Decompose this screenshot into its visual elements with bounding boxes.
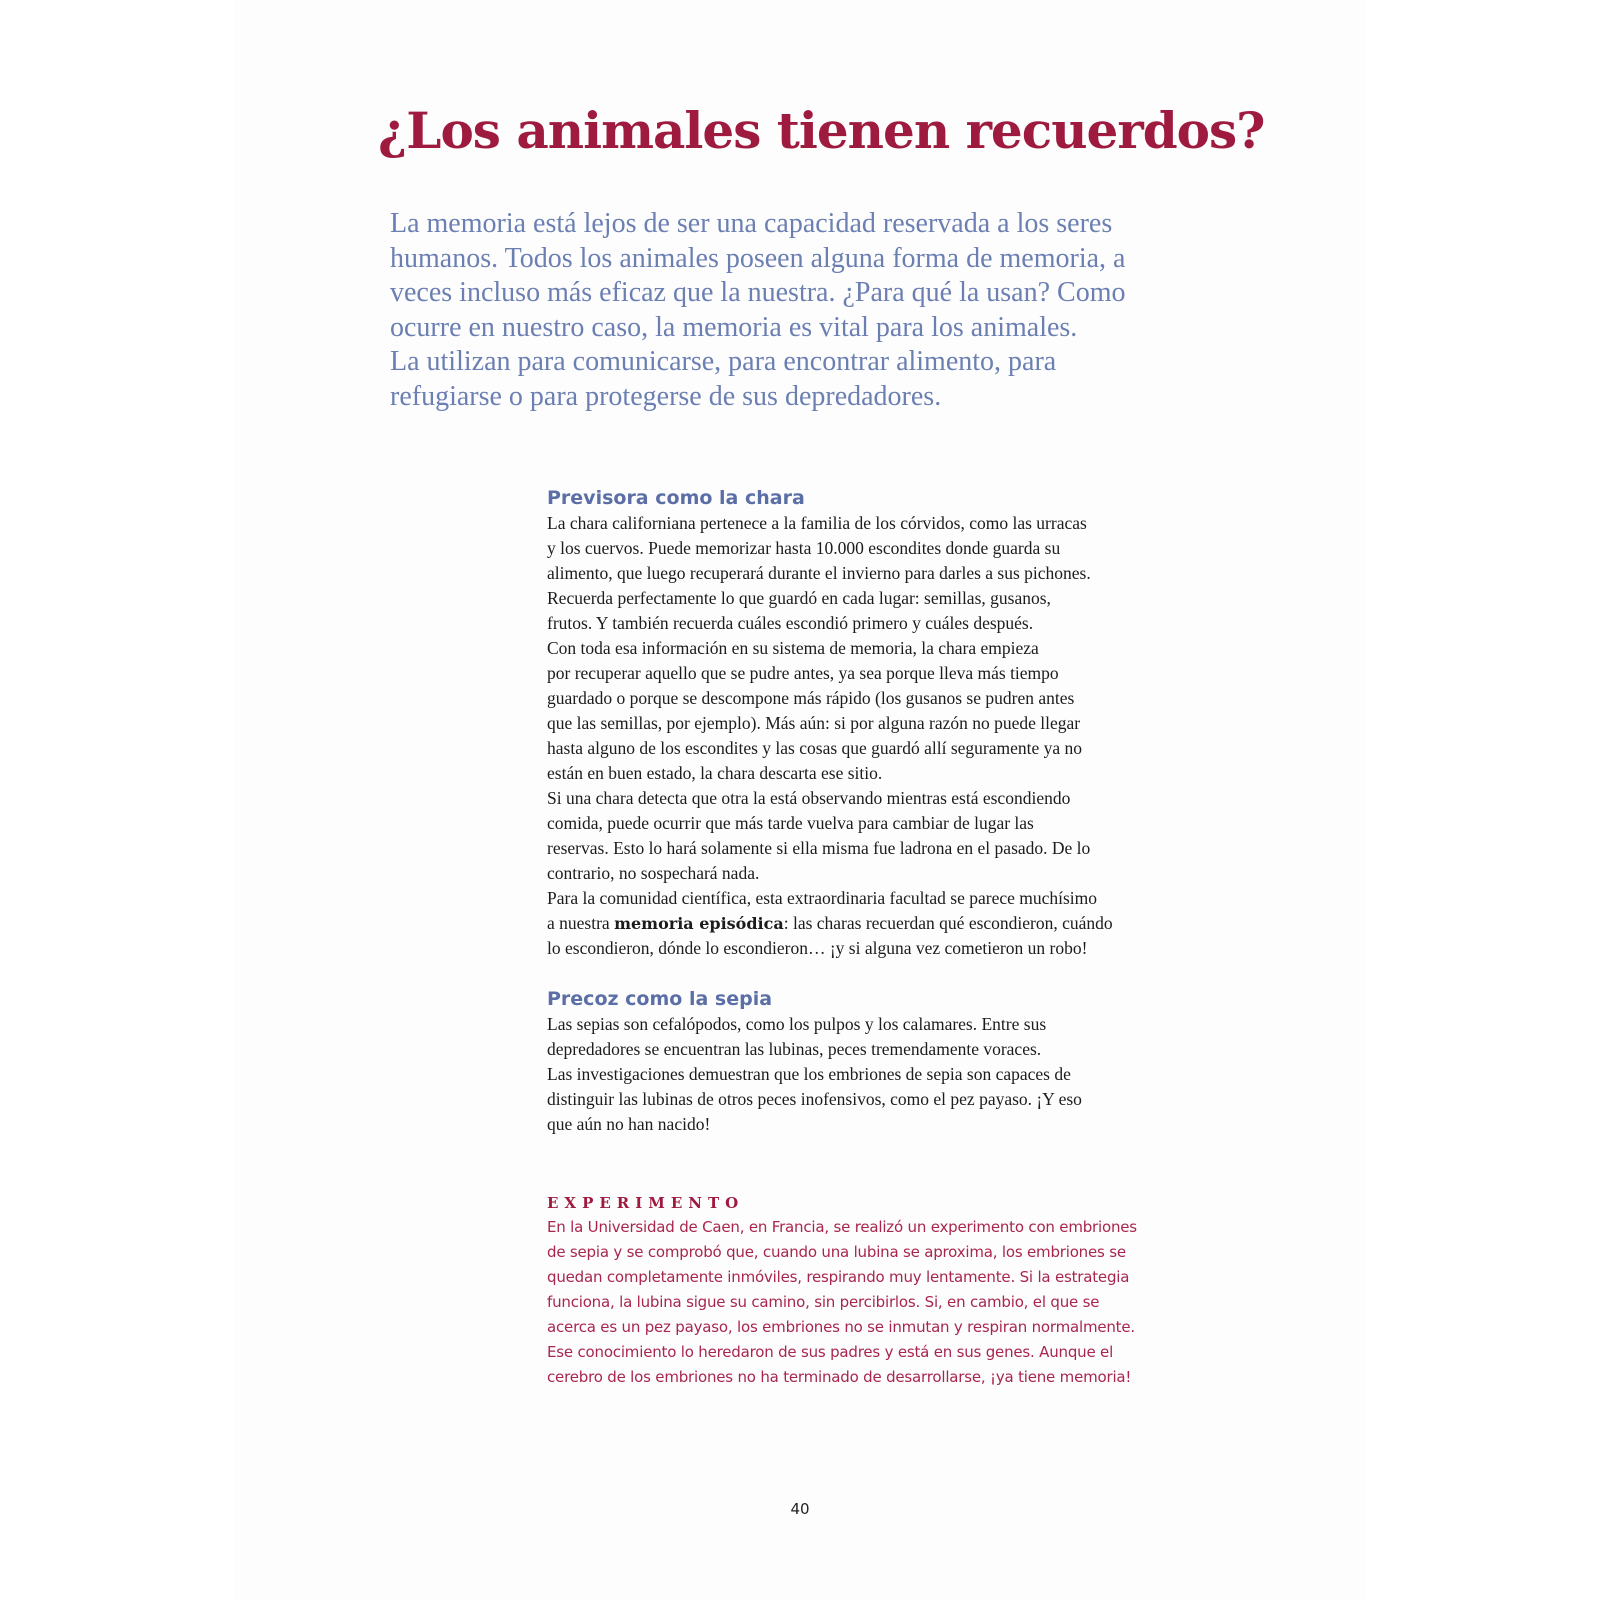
intro-line: veces incluso más eficaz que la nuestra. ¿Para qué la usan? Como	[390, 277, 1126, 308]
intro-line: refugiarse o para protegerse de sus depredadores.	[390, 380, 942, 412]
body-line: Con toda esa información en su sistema de memoria, la chara empieza	[547, 638, 1039, 658]
experiment-line: acerca es un pez payaso, los embriones no se inmutan y respiran normalmente.	[547, 1318, 1135, 1336]
body-line: Si una chara detecta que otra la está observando mientras está escondiendo	[547, 788, 1071, 808]
body-line: Para la comunidad científica, esta extraordinaria facultad se parece muchísimo	[547, 888, 1098, 908]
body-line: hasta alguno de los escondites y las cosas que guardó allí seguramente ya no	[547, 738, 1083, 758]
intro-line: La utilizan para comunicarse, para encontrar alimento, para	[390, 346, 1057, 377]
experiment-body	[547, 1215, 1187, 1390]
experiment-line: Ese conocimiento lo heredaron de sus padres y está en sus genes. Aunque el	[547, 1343, 1114, 1361]
body-line: depredadores se encuentran las lubinas, peces tremendamente voraces.	[547, 1039, 1042, 1059]
body-line: La chara californiana pertenece a la familia de los córvidos, como las urracas	[547, 513, 1087, 533]
experiment-line: de sepia y se comprobó que, cuando una lubina se aproxima, los embriones se	[547, 1243, 1126, 1261]
section-heading-chara: Previsora como la chara	[547, 487, 805, 509]
body-line: que las semillas, por ejemplo). Más aún: si por alguna razón no puede llegar	[547, 713, 1081, 733]
body-line: están en buen estado, la chara descarta ese sitio.	[547, 763, 883, 783]
bold-term: memoria episódica	[614, 914, 784, 933]
experiment-line: funciona, la lubina sigue su camino, sin percibirlos. Si, en cambio, el que se	[547, 1293, 1100, 1311]
body-line: comida, puede ocurrir que más tarde vuelva para cambiar de lugar las	[547, 813, 1034, 833]
section-sepia	[547, 986, 1187, 1137]
experiment-line: quedan completamente inmóviles, respirando muy lentamente. Si la estrategia	[547, 1268, 1130, 1286]
body-line: reservas. Esto lo hará solamente si ella misma fue ladrona en el pasado. De lo	[547, 838, 1091, 858]
body-line: frutos. Y también recuerda cuáles escondió primero y cuáles después.	[547, 613, 1034, 633]
body-line: que aún no han nacido!	[547, 1114, 711, 1134]
bold-line-prefix: a nuestra	[547, 913, 615, 933]
section-heading-sepia: Precoz como la sepia	[547, 988, 773, 1010]
intro-paragraph	[390, 207, 1190, 414]
sepia-body	[547, 1012, 1187, 1137]
body-line: Las sepias son cefalópodos, como los pulpos y los calamares. Entre sus	[547, 1014, 1047, 1034]
body-line: y los cuervos. Puede memorizar hasta 10.000 escondites donde guarda su	[547, 538, 1061, 558]
experiment-heading: EXPERIMENTO	[547, 1194, 745, 1212]
intro-line: humanos. Todos los animales poseen alguna forma de memoria, a	[390, 242, 1126, 274]
page-title: ¿Los animales tienen recuerdos?	[378, 101, 1265, 160]
body-line-bold-term	[547, 911, 1187, 936]
body-line: por recuperar aquello que se pudre antes, ya sea porque lleva más tiempo	[547, 663, 1059, 683]
experiment-line: En la Universidad de Caen, en Francia, se realizó un experimento con embriones	[547, 1218, 1137, 1236]
page-number: 40	[790, 1500, 810, 1518]
intro-line: La memoria está lejos de ser una capacidad reservada a los seres	[390, 208, 1113, 239]
body-line: Las investigaciones demuestran que los embriones de sepia son capaces de	[547, 1064, 1071, 1084]
intro-line: ocurre en nuestro caso, la memoria es vital para los animales.	[390, 311, 1078, 343]
body-line: contrario, no sospechará nada.	[547, 863, 760, 883]
experiment-line: cerebro de los embriones no ha terminado de desarrollarse, ¡ya tiene memoria!	[547, 1368, 1132, 1386]
section-experiment	[547, 1191, 1187, 1390]
body-line: distinguir las lubinas de otros peces inofensivos, como el pez payaso. ¡Y eso	[547, 1089, 1082, 1109]
section-chara	[547, 485, 1187, 961]
body-line: alimento, que luego recuperará durante el invierno para darles a sus pichones.	[547, 563, 1091, 583]
chara-body	[547, 511, 1187, 961]
body-line: lo escondieron, dónde lo escondieron… ¡y si alguna vez cometieron un robo!	[547, 938, 1088, 958]
body-line: guardado o porque se descompone más rápido (los gusanos se pudren antes	[547, 688, 1075, 708]
bold-line-suffix: : las charas recuerdan qué escondieron, cuándo	[783, 913, 1113, 933]
body-line: Recuerda perfectamente lo que guardó en cada lugar: semillas, gusanos,	[547, 588, 1051, 608]
